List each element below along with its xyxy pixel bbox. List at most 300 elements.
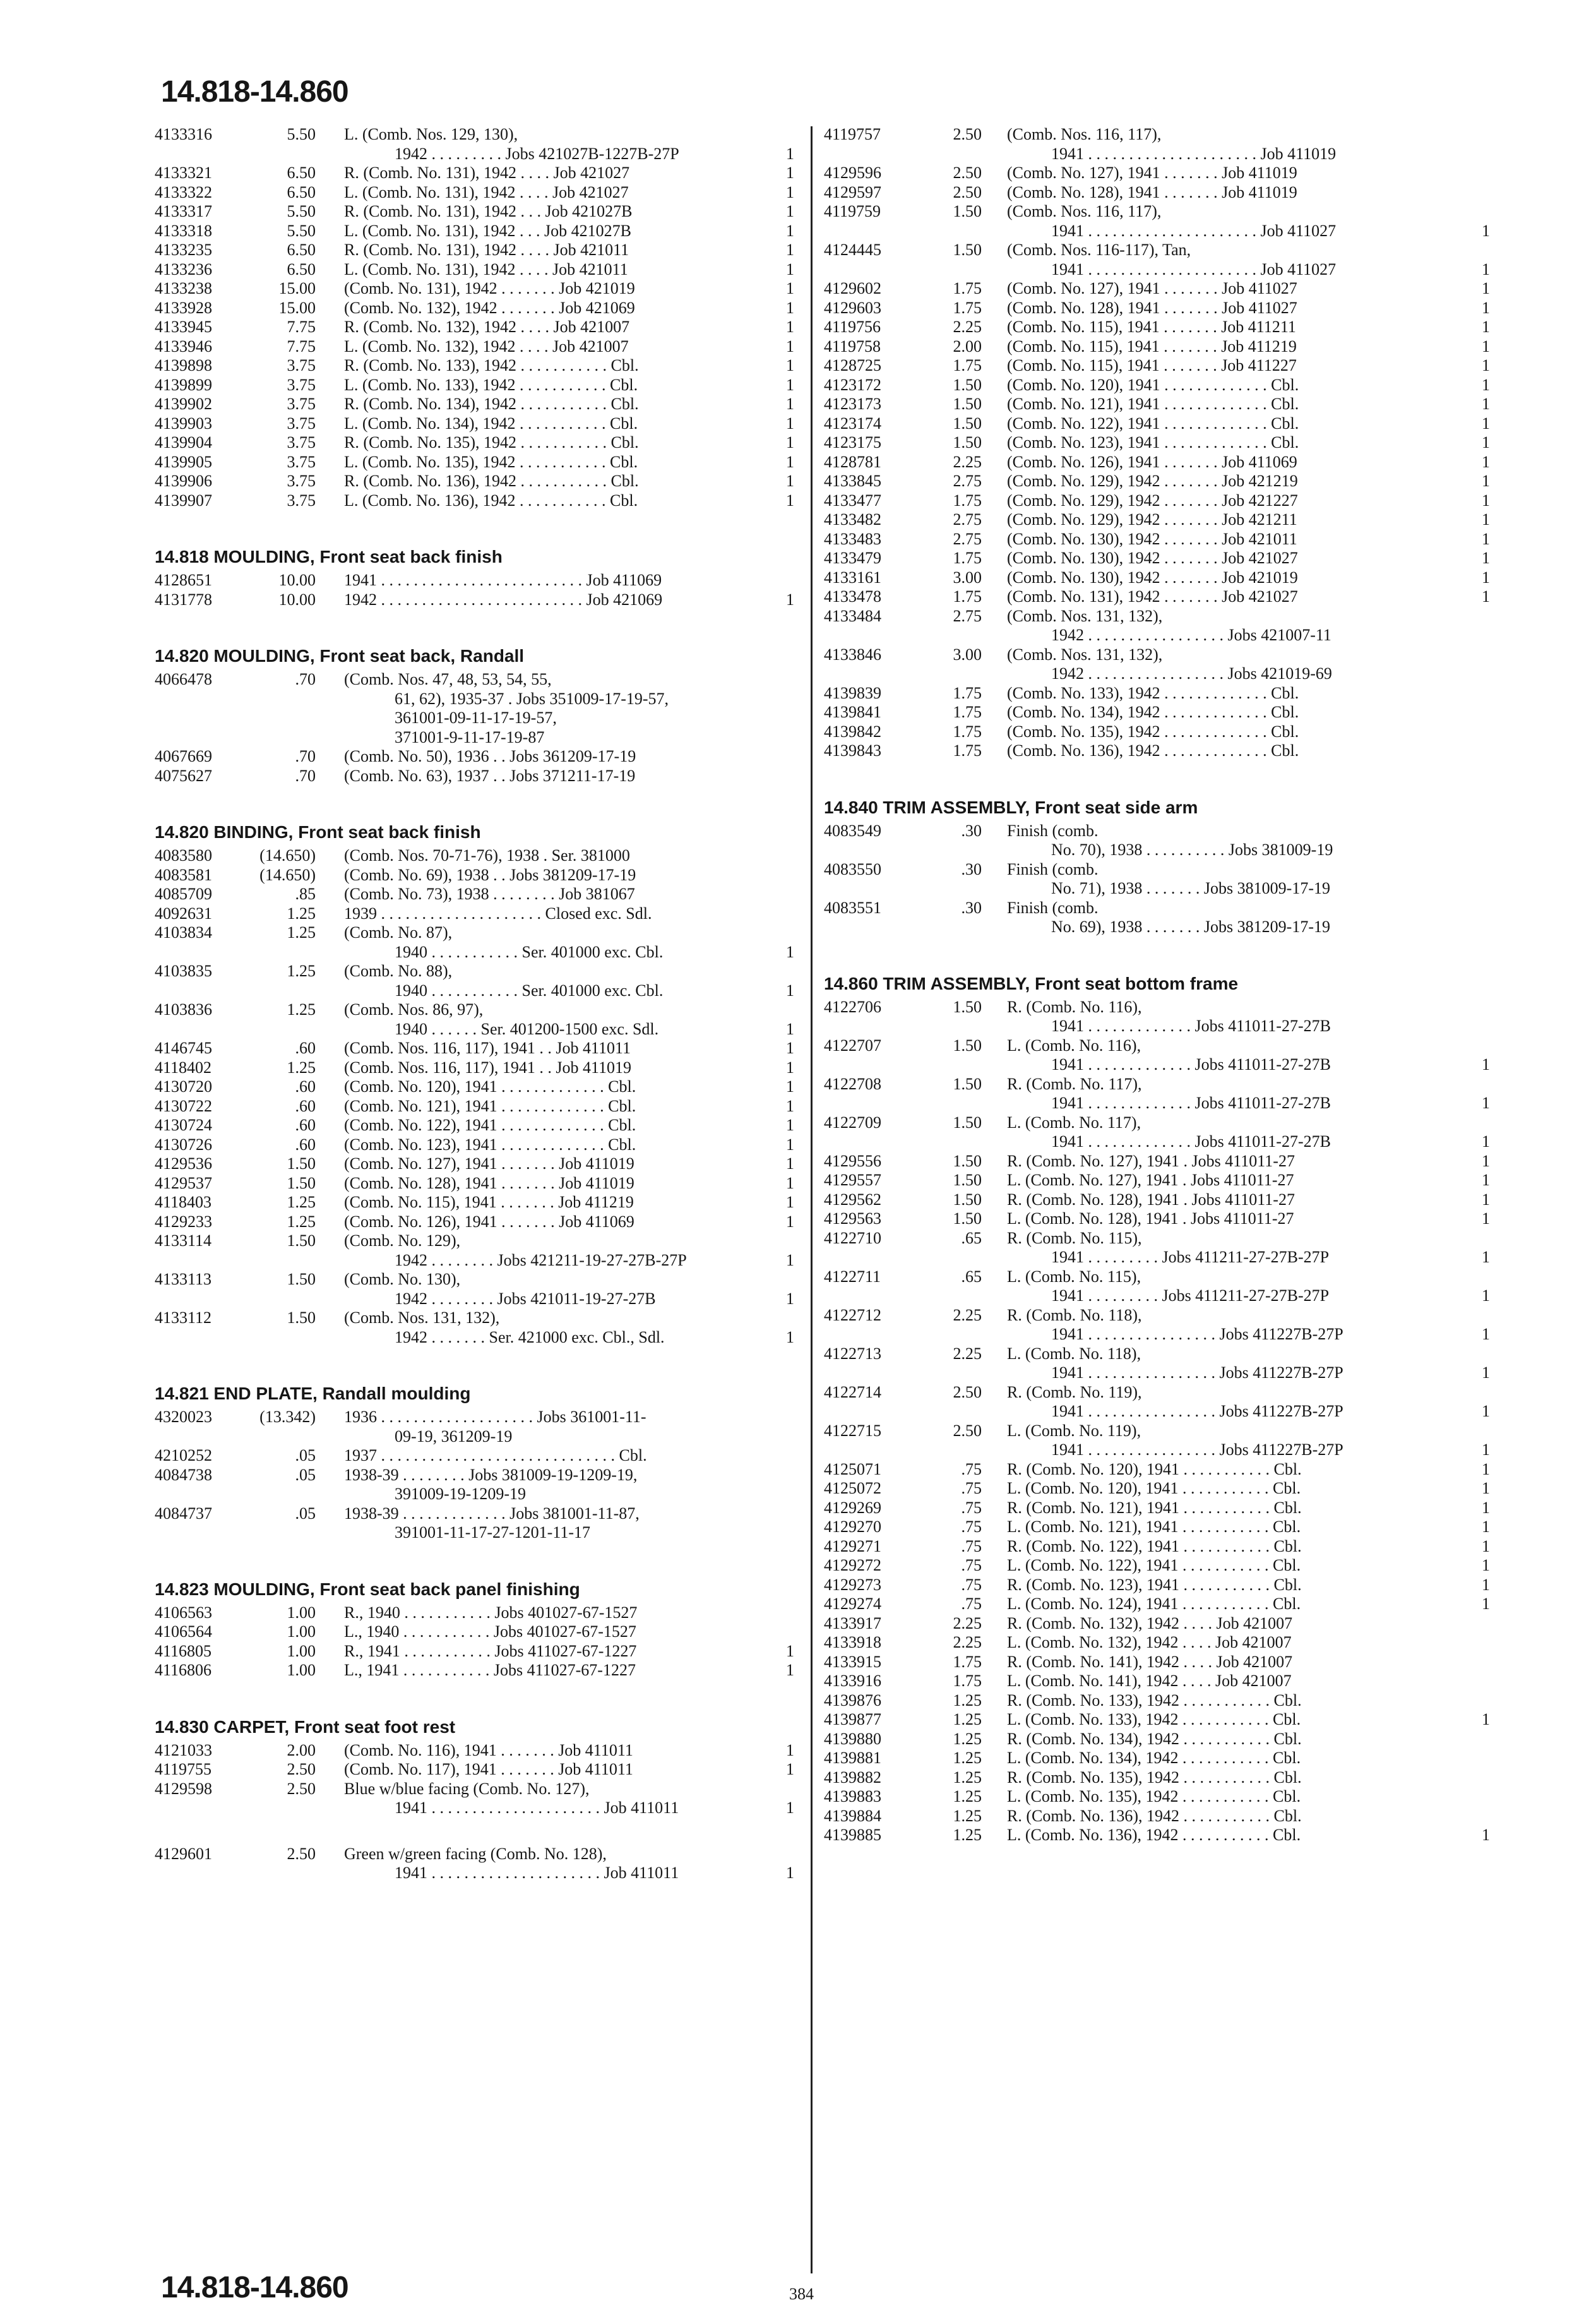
part-description-line: (Comb. No. 120), 1941 . . . . . . . . . . . . . Cbl. bbox=[1007, 375, 1299, 394]
part-row bbox=[155, 1408, 805, 1446]
part-row bbox=[155, 1097, 805, 1117]
part-quantity: 1 bbox=[1482, 1055, 1490, 1074]
part-row bbox=[824, 1267, 1506, 1306]
part-row bbox=[155, 376, 805, 395]
part-row bbox=[155, 1466, 805, 1504]
part-quantity: 1 bbox=[786, 1327, 794, 1346]
part-number: 4123173 bbox=[824, 395, 881, 413]
part-price: 1.25 bbox=[953, 1806, 982, 1825]
part-number: 4123172 bbox=[824, 375, 881, 394]
part-price: 15.00 bbox=[278, 279, 316, 297]
part-price: .75 bbox=[961, 1575, 982, 1594]
part-number: 4129602 bbox=[824, 279, 881, 297]
part-number: 4106564 bbox=[155, 1622, 212, 1641]
part-row bbox=[824, 1152, 1506, 1171]
part-price: 5.50 bbox=[287, 125, 316, 143]
part-row bbox=[824, 899, 1506, 937]
part-row bbox=[824, 1614, 1506, 1634]
part-price: 1.75 bbox=[953, 1652, 982, 1671]
part-row bbox=[155, 433, 805, 453]
part-quantity: 1 bbox=[1482, 491, 1490, 510]
part-number: 4129596 bbox=[824, 164, 881, 182]
part-description-line: (Comb. No. 115), 1941 . . . . . . . Job 411219 bbox=[344, 1193, 634, 1211]
part-description-line: L. (Comb. No. 135), 1942 . . . . . . . . . . . Cbl. bbox=[1007, 1787, 1301, 1805]
part-row bbox=[824, 202, 1506, 241]
part-number: 4146745 bbox=[155, 1039, 212, 1057]
part-number: 4129270 bbox=[824, 1518, 881, 1536]
section-title: 14.820 MOULDING, Front seat back, Randall bbox=[155, 646, 525, 666]
part-description-line: 1941 . . . . . . . . . . . . . Jobs 411011-27-27B bbox=[1051, 1055, 1331, 1074]
part-row bbox=[824, 1653, 1506, 1672]
part-description-line: 1942 . . . . . . . . . . . . . . . . . . . . . . . . . Job 421069 bbox=[344, 590, 663, 609]
part-quantity: 1 bbox=[786, 1135, 794, 1154]
part-price: 6.50 bbox=[287, 183, 316, 201]
part-quantity: 1 bbox=[786, 144, 794, 163]
part-description-line: (Comb. No. 130), 1942 . . . . . . . Job 421011 bbox=[1007, 529, 1297, 548]
part-number: 4139881 bbox=[824, 1749, 881, 1767]
part-row bbox=[824, 472, 1506, 491]
part-price: .65 bbox=[961, 1228, 982, 1247]
part-description-line: 61, 62), 1935-37 . Jobs 351009-17-19-57, bbox=[395, 689, 669, 708]
part-number: 4122713 bbox=[824, 1344, 881, 1363]
part-quantity: 1 bbox=[1482, 1171, 1490, 1189]
part-description-line: (Comb. No. 131), 1942 . . . . . . . Job 421019 bbox=[344, 279, 635, 297]
part-number: 4133916 bbox=[824, 1672, 881, 1690]
part-number: 4133478 bbox=[824, 587, 881, 606]
part-quantity: 1 bbox=[1482, 1440, 1490, 1459]
part-description-line: (Comb. Nos. 116-117), Tan, bbox=[1007, 241, 1191, 259]
part-number: 4103835 bbox=[155, 962, 212, 980]
right-column bbox=[824, 125, 1506, 1882]
part-description-line: 1941 . . . . . . . . . Jobs 411211-27-27B-27P bbox=[1051, 1248, 1330, 1266]
catalog-section bbox=[155, 547, 805, 609]
part-description-line: (Comb. No. 115), 1941 . . . . . . . Job 411211 bbox=[1007, 318, 1296, 336]
catalog-section bbox=[155, 822, 805, 1347]
part-row bbox=[824, 645, 1506, 684]
part-row bbox=[824, 125, 1506, 164]
part-description-line: (Comb. No. 50), 1936 . . Jobs 361209-17-19 bbox=[344, 747, 636, 765]
part-number: 4133945 bbox=[155, 318, 212, 336]
part-number: 4085709 bbox=[155, 885, 212, 903]
part-number: 4103834 bbox=[155, 923, 212, 942]
part-price: 1.50 bbox=[953, 997, 982, 1016]
part-price: .65 bbox=[961, 1267, 982, 1286]
part-quantity: 1 bbox=[1482, 1151, 1490, 1170]
part-number: 4122711 bbox=[824, 1267, 881, 1286]
part-description-line: R. (Comb. No. 115), bbox=[1007, 1228, 1142, 1247]
catalog-section bbox=[155, 1579, 805, 1680]
part-description-line: R. (Comb. No. 120), 1941 . . . . . . . . . . . Cbl. bbox=[1007, 1459, 1302, 1478]
part-description-line: (Comb. Nos. 70-71-76), 1938 . Ser. 381000 bbox=[344, 846, 630, 865]
part-price: 1.50 bbox=[287, 1231, 316, 1250]
part-price: 1.25 bbox=[287, 962, 316, 980]
part-quantity: 1 bbox=[1482, 221, 1490, 240]
part-price: 2.00 bbox=[953, 337, 982, 356]
part-row bbox=[824, 1113, 1506, 1152]
part-number: 4116805 bbox=[155, 1641, 212, 1660]
part-description-line: (Comb. Nos. 86, 97), bbox=[344, 1000, 484, 1019]
part-price: 1.75 bbox=[953, 356, 982, 374]
part-quantity: 1 bbox=[1482, 1710, 1490, 1728]
part-price: 1.50 bbox=[953, 241, 982, 259]
part-number: 4119758 bbox=[824, 337, 881, 356]
part-quantity: 1 bbox=[1482, 472, 1490, 490]
part-description-line: No. 71), 1938 . . . . . . . Jobs 381009-17-19 bbox=[1051, 879, 1330, 897]
part-number: 4083551 bbox=[824, 898, 881, 917]
part-description-line: R. (Comb. No. 119), bbox=[1007, 1382, 1142, 1401]
part-quantity: 1 bbox=[786, 260, 794, 278]
part-price: (13.342) bbox=[259, 1408, 316, 1426]
part-row bbox=[155, 491, 805, 511]
part-number: 4139903 bbox=[155, 414, 212, 433]
part-price: 6.50 bbox=[287, 260, 316, 278]
part-description-line: L. (Comb. Nos. 129, 130), bbox=[344, 125, 518, 143]
part-number: 4139885 bbox=[824, 1826, 881, 1844]
part-description-line: R. (Comb. No. 127), 1941 . Jobs 411011-27 bbox=[1007, 1151, 1295, 1170]
part-number: 4125071 bbox=[824, 1459, 881, 1478]
part-row bbox=[824, 453, 1506, 472]
part-number: 4139907 bbox=[155, 491, 212, 510]
part-description-line: Finish (comb. bbox=[1007, 859, 1099, 878]
part-number: 4129233 bbox=[155, 1212, 212, 1231]
part-number: 4139902 bbox=[155, 395, 212, 413]
part-number: 4130722 bbox=[155, 1096, 212, 1115]
part-description-line: (Comb. No. 126), 1941 . . . . . . . Job 411069 bbox=[1007, 452, 1297, 471]
part-quantity: 1 bbox=[786, 1019, 794, 1038]
part-quantity: 1 bbox=[786, 1864, 794, 1882]
part-description-line: 371001-9-11-17-19-87 bbox=[395, 727, 545, 746]
part-row bbox=[155, 318, 805, 337]
part-price: .85 bbox=[295, 885, 316, 903]
part-number: 4129603 bbox=[824, 298, 881, 317]
part-description-line: R. (Comb. No. 131), 1942 . . . . Job 421011 bbox=[344, 241, 629, 259]
part-quantity: 1 bbox=[786, 1058, 794, 1077]
part-price: .30 bbox=[961, 821, 982, 840]
part-number: 4133316 bbox=[155, 125, 212, 143]
part-price: .05 bbox=[295, 1446, 316, 1464]
part-quantity: 1 bbox=[1482, 529, 1490, 548]
part-row bbox=[155, 885, 805, 904]
part-price: 15.00 bbox=[278, 298, 316, 317]
part-description-line: (Comb. No. 126), 1941 . . . . . . . Job 411069 bbox=[344, 1212, 634, 1231]
part-quantity: 1 bbox=[1482, 1479, 1490, 1497]
part-quantity: 1 bbox=[786, 395, 794, 413]
part-number: 4124445 bbox=[824, 241, 881, 259]
part-number: 4083550 bbox=[824, 859, 881, 878]
part-number: 4084738 bbox=[155, 1465, 212, 1484]
part-price: .60 bbox=[295, 1077, 316, 1096]
part-row bbox=[824, 1229, 1506, 1267]
part-row bbox=[155, 183, 805, 203]
part-quantity: 1 bbox=[1482, 414, 1490, 433]
part-number: 4139898 bbox=[155, 356, 212, 374]
part-number: 4083580 bbox=[155, 846, 212, 865]
part-price: 10.00 bbox=[278, 571, 316, 589]
part-row bbox=[155, 866, 805, 885]
part-number: 4083549 bbox=[824, 821, 881, 840]
part-number: 4119755 bbox=[155, 1760, 212, 1778]
part-description-line: (Comb. No. 115), 1941 . . . . . . . Job 411227 bbox=[1007, 356, 1297, 374]
part-row bbox=[824, 1036, 1506, 1075]
part-number: 4133112 bbox=[155, 1308, 212, 1327]
part-number: 4129271 bbox=[824, 1536, 881, 1555]
part-price: 6.50 bbox=[287, 241, 316, 259]
part-number: 4128725 bbox=[824, 356, 881, 374]
part-price: 1.00 bbox=[287, 1603, 316, 1622]
part-quantity: 1 bbox=[1482, 1094, 1490, 1112]
part-description-line: (Comb. No. 116), 1941 . . . . . . . Job 411011 bbox=[344, 1740, 633, 1759]
part-row bbox=[824, 1344, 1506, 1383]
part-price: 2.75 bbox=[953, 472, 982, 490]
part-quantity: 1 bbox=[786, 1116, 794, 1134]
part-price: 3.75 bbox=[287, 395, 316, 413]
part-price: 1.75 bbox=[953, 298, 982, 317]
part-quantity: 1 bbox=[786, 298, 794, 317]
part-number: 4084737 bbox=[155, 1504, 212, 1523]
part-quantity: 1 bbox=[1482, 1459, 1490, 1478]
part-description-line: R. (Comb. No. 133), 1942 . . . . . . . . . . . Cbl. bbox=[344, 356, 639, 374]
part-description-line: (Comb. No. 123), 1941 . . . . . . . . . . . . . Cbl. bbox=[1007, 433, 1299, 452]
part-quantity: 1 bbox=[786, 942, 794, 961]
part-description-line: (Comb. Nos. 116, 117), bbox=[1007, 125, 1162, 143]
part-number: 4129562 bbox=[824, 1190, 881, 1209]
part-price: 1.50 bbox=[953, 1036, 982, 1055]
part-price: 3.75 bbox=[287, 491, 316, 510]
part-description-line: L. (Comb. No. 136), 1942 . . . . . . . . . . . Cbl. bbox=[1007, 1826, 1301, 1844]
part-price: 1.25 bbox=[287, 1058, 316, 1077]
part-description-line: (Comb. Nos. 47, 48, 53, 54, 55, bbox=[344, 670, 552, 688]
part-quantity: 1 bbox=[786, 375, 794, 394]
part-price: 1.50 bbox=[953, 1113, 982, 1132]
part-row bbox=[824, 1710, 1506, 1730]
part-row bbox=[824, 1730, 1506, 1749]
part-description-line: 1942 . . . . . . . . Jobs 421011-19-27-27B bbox=[395, 1289, 656, 1308]
part-row bbox=[824, 433, 1506, 453]
catalog-section bbox=[155, 125, 805, 510]
part-description-line: 1942 . . . . . . . . . . . . . . . . . Jobs 421019-69 bbox=[1051, 664, 1332, 683]
part-price: .30 bbox=[961, 898, 982, 917]
part-description-line: (Comb. No. 117), 1941 . . . . . . . Job 411011 bbox=[344, 1760, 633, 1778]
part-row bbox=[824, 1422, 1506, 1460]
part-number: 4129557 bbox=[824, 1171, 881, 1189]
part-description-line: 1941 . . . . . . . . . . . . . . . . . . . . . Job 411011 bbox=[395, 1864, 679, 1882]
part-number: 4128651 bbox=[155, 571, 212, 589]
part-row bbox=[824, 998, 1506, 1036]
part-price: 1.75 bbox=[953, 1672, 982, 1690]
part-description-line: L. (Comb. No. 135), 1942 . . . . . . . . . . . Cbl. bbox=[344, 452, 638, 471]
part-number: 4121033 bbox=[155, 1740, 212, 1759]
part-number: 4129601 bbox=[155, 1844, 212, 1863]
part-row bbox=[155, 356, 805, 376]
part-number: 4133238 bbox=[155, 279, 212, 297]
part-row bbox=[824, 1595, 1506, 1614]
part-price: .60 bbox=[295, 1116, 316, 1134]
part-row bbox=[824, 1171, 1506, 1190]
part-price: 3.75 bbox=[287, 472, 316, 490]
part-row bbox=[824, 1749, 1506, 1768]
part-row bbox=[824, 1768, 1506, 1788]
part-row bbox=[155, 1174, 805, 1194]
part-number: 4133477 bbox=[824, 491, 881, 510]
part-row bbox=[155, 846, 805, 866]
part-number: 4139884 bbox=[824, 1806, 881, 1825]
part-price: .75 bbox=[961, 1479, 982, 1497]
part-price: 6.50 bbox=[287, 164, 316, 182]
part-description-line: R. (Comb. No. 134), 1942 . . . . . . . . . . . Cbl. bbox=[1007, 1729, 1302, 1748]
part-row bbox=[155, 337, 805, 357]
part-number: 4119759 bbox=[824, 202, 881, 220]
part-description-line: R. (Comb. No. 118), bbox=[1007, 1305, 1142, 1324]
part-quantity: 1 bbox=[1482, 1402, 1490, 1420]
page-footer: 14.818-14.860 bbox=[161, 2271, 348, 2304]
part-description-line: R. (Comb. No. 134), 1942 . . . . . . . . . . . Cbl. bbox=[344, 395, 639, 413]
part-row bbox=[155, 1212, 805, 1232]
part-row bbox=[155, 414, 805, 434]
part-number: 4133484 bbox=[824, 606, 881, 625]
part-row bbox=[824, 568, 1506, 588]
part-description-line: R. (Comb. No. 132), 1942 . . . . Job 421007 bbox=[344, 318, 630, 336]
part-row bbox=[155, 1741, 805, 1761]
part-price: 1.75 bbox=[953, 703, 982, 721]
part-row bbox=[824, 1672, 1506, 1691]
part-description-line: (Comb. No. 122), 1941 . . . . . . . . . . . . . Cbl. bbox=[1007, 414, 1299, 433]
part-description-line: (Comb. No. 130), 1942 . . . . . . . Job 421019 bbox=[1007, 568, 1298, 587]
part-price: 1.50 bbox=[953, 1209, 982, 1228]
part-description-line: 1941 . . . . . . . . . . . . . . . . . . . . . Job 411019 bbox=[1051, 144, 1337, 163]
part-number: 4139906 bbox=[155, 472, 212, 490]
part-number: 4119756 bbox=[824, 318, 881, 336]
part-number: 4129536 bbox=[155, 1154, 212, 1173]
part-row bbox=[155, 1058, 805, 1078]
part-number: 4092631 bbox=[155, 904, 212, 923]
part-quantity: 1 bbox=[786, 1641, 794, 1660]
part-number: 4075627 bbox=[155, 766, 212, 785]
part-quantity: 1 bbox=[1482, 395, 1490, 413]
section-title: 14.860 TRIM ASSEMBLY, Front seat bottom frame bbox=[824, 973, 1239, 993]
part-price: 1.50 bbox=[953, 375, 982, 394]
part-quantity: 1 bbox=[1482, 1190, 1490, 1209]
part-price: 2.50 bbox=[287, 1760, 316, 1778]
part-description-line: R. (Comb. No. 135), 1942 . . . . . . . . . . . Cbl. bbox=[344, 433, 639, 452]
part-row bbox=[155, 1039, 805, 1058]
part-number: 4133236 bbox=[155, 260, 212, 278]
part-price: 1.25 bbox=[953, 1749, 982, 1767]
part-description-line: 1941 . . . . . . . . . . . . . Jobs 411011-27-27B bbox=[1051, 1017, 1331, 1035]
part-number: 4106563 bbox=[155, 1603, 212, 1622]
part-row bbox=[824, 1826, 1506, 1845]
part-description-line: L. (Comb. No. 134), 1942 . . . . . . . . . . . Cbl. bbox=[1007, 1749, 1301, 1767]
part-description-line: (Comb. No. 127), 1941 . . . . . . . Job 411019 bbox=[344, 1154, 634, 1173]
part-quantity: 1 bbox=[786, 433, 794, 452]
part-quantity: 1 bbox=[786, 472, 794, 490]
part-quantity: 1 bbox=[1482, 375, 1490, 394]
part-description-line: 1941 . . . . . . . . . . . . . . . . Jobs 411227B-27P bbox=[1051, 1440, 1343, 1459]
part-quantity: 1 bbox=[1482, 452, 1490, 471]
part-row bbox=[824, 337, 1506, 357]
part-row bbox=[824, 1807, 1506, 1826]
part-price: 1.75 bbox=[953, 587, 982, 606]
part-row bbox=[824, 414, 1506, 434]
part-price: 1.75 bbox=[953, 549, 982, 567]
part-quantity: 1 bbox=[786, 1760, 794, 1778]
part-description-line: L. (Comb. No. 132), 1942 . . . . Job 421007 bbox=[1007, 1633, 1292, 1651]
part-number: 4139843 bbox=[824, 741, 881, 760]
part-description-line: L. (Comb. No. 136), 1942 . . . . . . . . . . . Cbl. bbox=[344, 491, 638, 510]
part-price: .75 bbox=[961, 1518, 982, 1536]
part-row bbox=[824, 241, 1506, 279]
part-description-line: 1940 . . . . . . Ser. 401200-1500 exc. Sdl. bbox=[395, 1019, 659, 1038]
part-row bbox=[155, 923, 805, 962]
part-description-line: L. (Comb. No. 120), 1941 . . . . . . . . . . . Cbl. bbox=[1007, 1479, 1301, 1497]
part-price: 2.75 bbox=[953, 529, 982, 548]
part-row bbox=[824, 1306, 1506, 1344]
part-quantity: 1 bbox=[1482, 298, 1490, 317]
part-quantity: 1 bbox=[1482, 433, 1490, 452]
part-description-line: (Comb. Nos. 131, 132), bbox=[1007, 645, 1163, 664]
part-quantity: 1 bbox=[1482, 260, 1490, 278]
part-price: 2.25 bbox=[953, 1344, 982, 1363]
part-row bbox=[824, 491, 1506, 511]
part-number: 4139876 bbox=[824, 1691, 881, 1709]
part-number: 4128781 bbox=[824, 452, 881, 471]
part-description-line: L. (Comb. No. 131), 1942 . . . . Job 421011 bbox=[344, 260, 628, 278]
part-row bbox=[155, 299, 805, 318]
part-price: 1.25 bbox=[953, 1826, 982, 1844]
part-quantity: 1 bbox=[786, 241, 794, 259]
part-price: 2.75 bbox=[953, 606, 982, 625]
part-number: 4139877 bbox=[824, 1710, 881, 1728]
part-description-line: R. (Comb. No. 117), bbox=[1007, 1074, 1142, 1093]
part-description-line: 1941 . . . . . . . . . . . . . . . . . . . . . Job 411011 bbox=[395, 1799, 679, 1817]
part-description-line: L. (Comb. No. 124), 1941 . . . . . . . . . . . Cbl. bbox=[1007, 1595, 1301, 1613]
part-description-line: (Comb. No. 134), 1942 . . . . . . . . . . . . . Cbl. bbox=[1007, 703, 1299, 721]
part-price: 2.50 bbox=[287, 1844, 316, 1863]
part-number: 4133482 bbox=[824, 510, 881, 529]
part-price: .30 bbox=[961, 859, 982, 878]
part-description-line: 1942 . . . . . . . Ser. 421000 exc. Cbl., Sdl. bbox=[395, 1327, 665, 1346]
page-header: 14.818-14.860 bbox=[161, 75, 348, 109]
part-quantity: 1 bbox=[786, 221, 794, 240]
part-row bbox=[155, 590, 805, 610]
part-number: 4130724 bbox=[155, 1116, 212, 1134]
part-price: 2.75 bbox=[953, 510, 982, 529]
part-price: 2.25 bbox=[953, 1614, 982, 1632]
part-price: 1.75 bbox=[953, 683, 982, 702]
part-description-line: (Comb. No. 129), 1942 . . . . . . . Job 421227 bbox=[1007, 491, 1298, 510]
part-description-line: L. (Comb. No. 133), 1942 . . . . . . . . . . . Cbl. bbox=[1007, 1710, 1301, 1728]
part-description-line: L. (Comb. No. 131), 1942 . . . Job 421027B bbox=[344, 221, 631, 240]
part-price: 1.25 bbox=[953, 1729, 982, 1748]
part-price: .05 bbox=[295, 1465, 316, 1484]
section-title: 14.840 TRIM ASSEMBLY, Front seat side arm bbox=[824, 797, 1198, 817]
part-price: 10.00 bbox=[278, 590, 316, 609]
part-quantity: 1 bbox=[1482, 510, 1490, 529]
part-row bbox=[155, 1077, 805, 1097]
part-number: 4139841 bbox=[824, 703, 881, 721]
part-price: 1.25 bbox=[953, 1710, 982, 1728]
part-number: 4139883 bbox=[824, 1787, 881, 1805]
part-number: 4122714 bbox=[824, 1382, 881, 1401]
page-number: 384 bbox=[789, 2285, 814, 2303]
part-number: 4067669 bbox=[155, 747, 212, 765]
part-description-line: L. (Comb. No. 132), 1942 . . . . Job 421007 bbox=[344, 337, 629, 356]
part-description-line: L. (Comb. No. 141), 1942 . . . . Job 421007 bbox=[1007, 1672, 1292, 1690]
part-description-line: (Comb. No. 131), 1942 . . . . . . . Job 421027 bbox=[1007, 587, 1298, 606]
part-number: 4066478 bbox=[155, 670, 212, 688]
part-quantity: 1 bbox=[786, 590, 794, 609]
part-description-line: 1941 . . . . . . . . . Jobs 411211-27-27B-27P bbox=[1051, 1286, 1330, 1305]
part-number: 4129273 bbox=[824, 1575, 881, 1594]
